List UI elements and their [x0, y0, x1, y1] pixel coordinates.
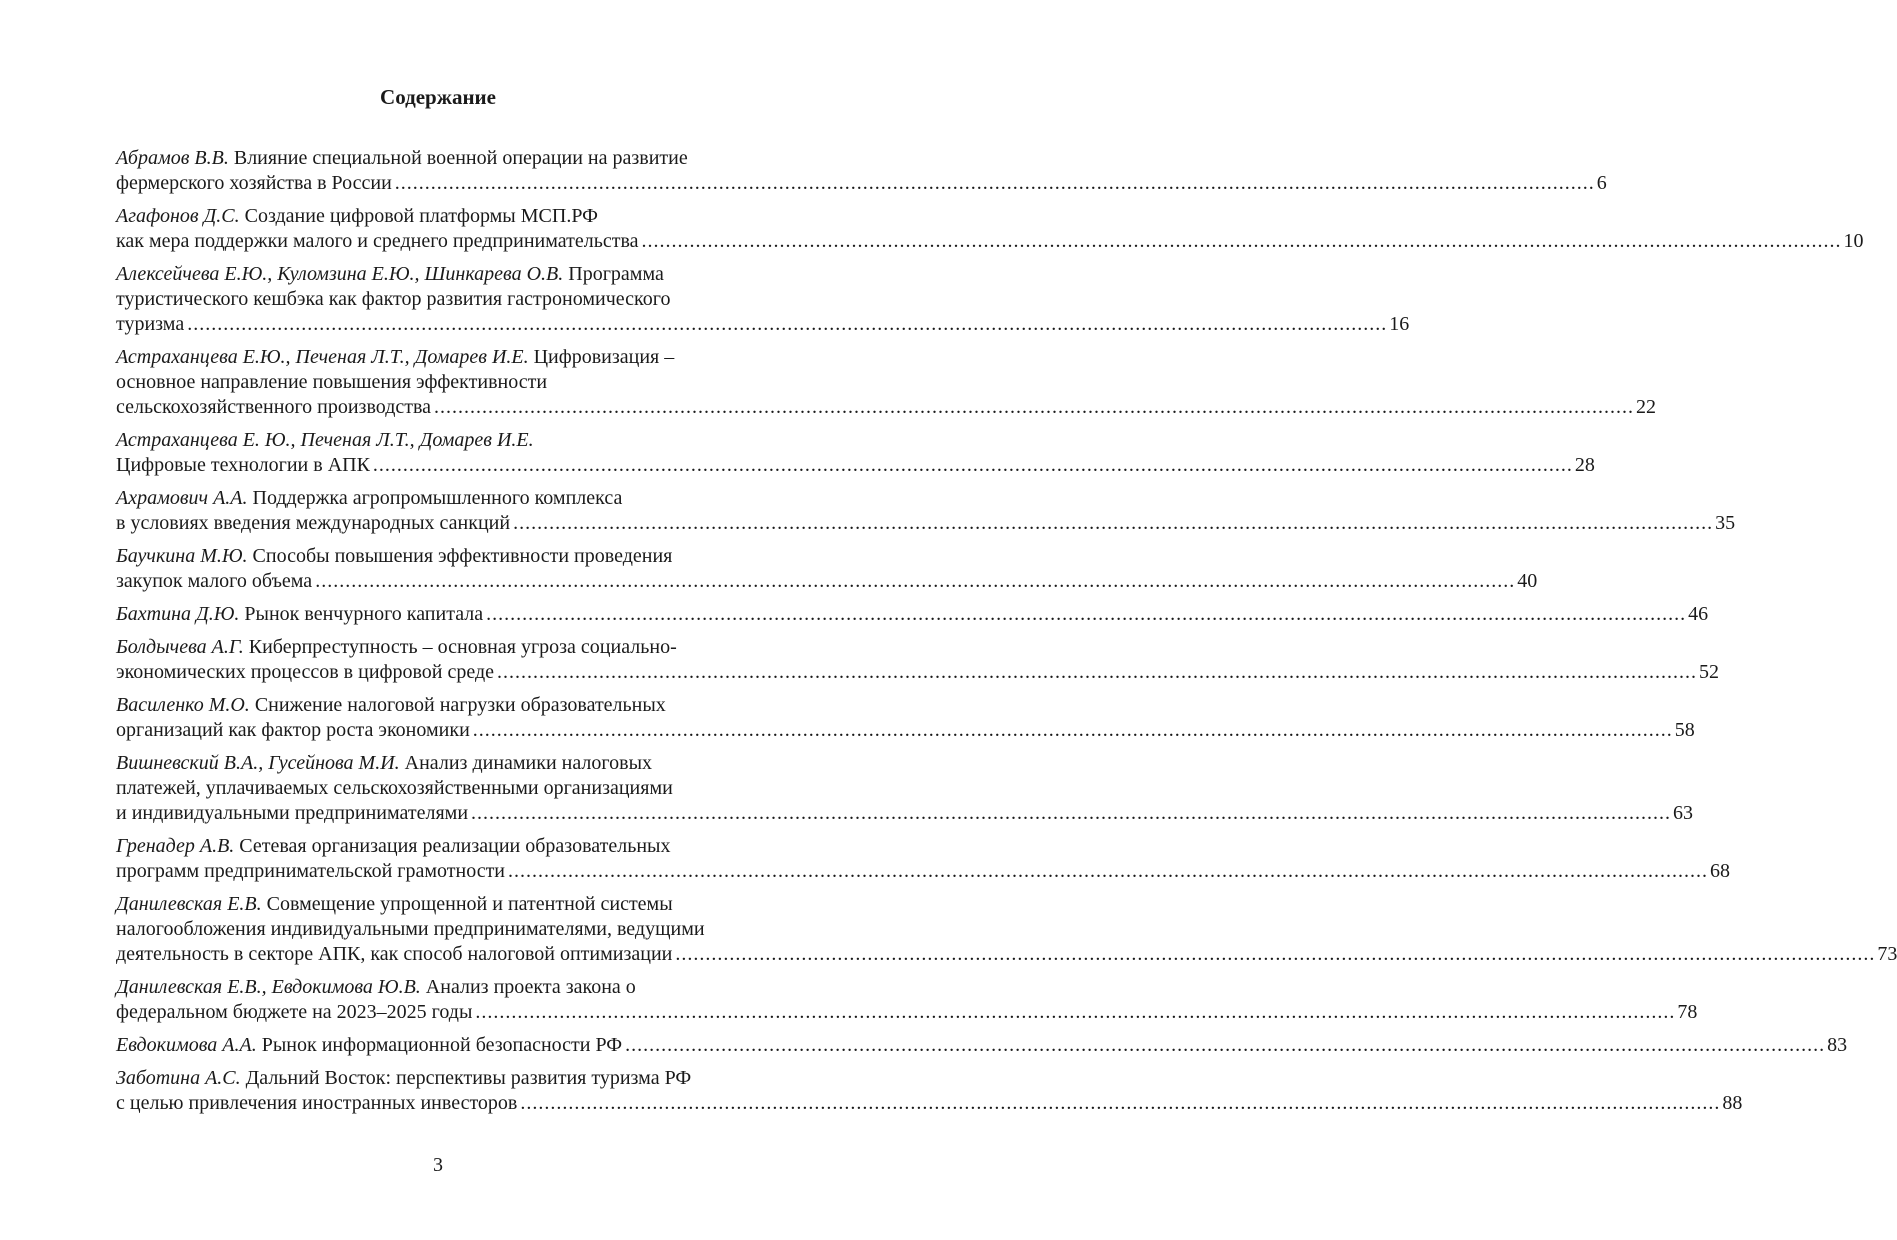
toc-entry-title: организаций как фактор роста экономики — [116, 719, 470, 741]
toc-entry-title: Сетевая организация реализации образовательных — [239, 835, 671, 857]
toc-entry-page: 10 — [1843, 230, 1864, 252]
toc-entry-text — [116, 777, 673, 799]
toc-entry-title: Цифровизация – — [533, 346, 675, 368]
toc-entry-page: 46 — [1688, 603, 1709, 625]
toc-entry-title: Поддержка агропромышленного комплекса — [252, 487, 623, 509]
toc-entry-title: и индивидуальными предпринимателями — [116, 802, 469, 824]
toc-entry-page: 28 — [1574, 454, 1595, 476]
toc-entry-text — [116, 312, 184, 337]
toc-entry-line — [116, 229, 1864, 254]
toc-entry-title: туризма — [116, 313, 185, 335]
toc-leader-dots: ........................................................................................................................................................................................................ — [508, 860, 1709, 882]
toc-entry-text — [116, 718, 470, 743]
toc-entry-line — [116, 1000, 1698, 1025]
toc-entry-page: 83 — [1827, 1034, 1848, 1056]
toc-entry-line — [116, 635, 797, 660]
toc-leader-dots: ........................................................................................................................................................................................................ — [372, 454, 1573, 476]
toc-entry-author: Данилевская Е.В., Евдокимова Ю.В. — [116, 976, 421, 998]
toc-entry-line — [116, 975, 797, 1000]
toc-entry-line — [116, 486, 797, 511]
toc-entry-text — [116, 429, 534, 451]
toc-entry-title: Влияние специальной военной операции на развитие — [233, 147, 688, 169]
toc-entry-title: федеральном бюджете на 2023–2025 годы — [116, 1001, 473, 1023]
toc-entry-title: с целью привлечения иностранных инвесторов — [116, 1092, 518, 1114]
toc-entry-text — [116, 229, 639, 254]
toc-entry-text — [116, 859, 505, 884]
toc-entry-title: Дальний Восток: перспективы развития туризма РФ — [245, 1067, 692, 1089]
toc-entry-page: 40 — [1517, 570, 1538, 592]
toc-entry-text — [116, 346, 674, 368]
toc-entry-text — [116, 545, 672, 567]
toc-entry[interactable] — [116, 693, 1695, 743]
toc-entry-author: Алексейчева Е.Ю., Куломзина Е.Ю., Шинкарева О.В. — [116, 263, 564, 285]
page-title: Содержание — [380, 85, 496, 109]
toc-entry-text — [116, 487, 622, 509]
toc-entry-line — [116, 1066, 797, 1091]
toc-entry-line — [116, 544, 797, 569]
toc-entry-title: Программа — [568, 263, 664, 285]
toc-entry-text — [116, 1033, 622, 1058]
toc-entry-line — [116, 751, 797, 776]
toc-entry-author: Гренадер А.В. — [116, 835, 235, 857]
toc-entry-title: Рынок информационной безопасности РФ — [261, 1034, 623, 1056]
toc-entry-author: Вишневский В.А., Гусейнова М.И. — [116, 752, 400, 774]
toc-entry-line — [116, 718, 1695, 743]
toc-leader-dots: ........................................................................................................................................................................................................ — [475, 1001, 1676, 1023]
toc-entry-title: платежей, уплачиваемых сельскохозяйственными организациями — [116, 777, 673, 799]
toc-entry[interactable] — [116, 1066, 1743, 1116]
toc-entry-author: Ахрамович А.А. — [116, 487, 248, 509]
toc-entry-line — [116, 569, 1538, 594]
toc-entry-line — [116, 453, 1595, 478]
toc-entry-text — [116, 171, 392, 196]
toc-entry[interactable] — [116, 428, 1595, 478]
toc-leader-dots: ........................................................................................................................................................................................................ — [187, 313, 1388, 335]
toc-entry-title: основное направление повышения эффективности — [116, 371, 548, 393]
toc-entry-line — [116, 146, 797, 171]
toc-entry-line — [116, 511, 1736, 536]
toc-leader-dots: ........................................................................................................................................................................................................ — [472, 719, 1673, 741]
toc-entry-title: Цифровые технологии в АПК — [116, 454, 370, 476]
toc-entry-text — [116, 395, 431, 420]
toc-entry-line — [116, 834, 797, 859]
toc-entry-text — [116, 371, 547, 393]
toc-entry[interactable] — [116, 834, 1731, 884]
toc-entry-line — [116, 859, 1731, 884]
toc-entry-title: Киберпреступность – основная угроза социально- — [248, 636, 677, 658]
toc-entry-author: Бахтина Д.Ю. — [116, 603, 240, 625]
toc-entry-page: 73 — [1877, 943, 1897, 965]
toc-entry-title: сельскохозяйственного производства — [116, 396, 432, 418]
toc-entry-line — [116, 602, 1709, 627]
toc-entry-author: Абрамов В.В. — [116, 147, 229, 169]
toc-entry-page: 52 — [1699, 661, 1720, 683]
toc-entry-line — [116, 1091, 1743, 1116]
toc-entry-author: Астраханцева Е.Ю., Печеная Л.Т., Домарев И.Е. — [116, 346, 529, 368]
toc-entry-line — [116, 660, 1720, 685]
toc-entry-line — [116, 892, 797, 917]
toc-entry-text — [116, 801, 468, 826]
toc-entry-author: Агафонов Д.С. — [116, 205, 240, 227]
toc-entry-title: туристического кешбэка как фактор развития гастрономического — [116, 288, 671, 310]
toc-entry-text — [116, 569, 312, 594]
toc-entry-text — [116, 1091, 517, 1116]
toc-entry-author: Василенко М.О. — [116, 694, 250, 716]
toc-entry-title: в условиях введения международных санкций — [116, 512, 511, 534]
toc-entry-text — [116, 976, 636, 998]
toc-entry-line — [116, 395, 1657, 420]
toc-entry-page: 16 — [1389, 313, 1410, 335]
toc-entry-page: 22 — [1636, 396, 1657, 418]
toc-entry-line — [116, 801, 1694, 826]
toc-entry-title: программ предпринимательской грамотности — [116, 860, 506, 882]
toc-entry-line — [116, 171, 1607, 196]
toc-entry-text — [116, 942, 672, 967]
toc-entry-author: Евдокимова А.А. — [116, 1034, 257, 1056]
toc-entry-text — [116, 511, 510, 536]
toc-entry-text — [116, 602, 483, 627]
toc-entry[interactable] — [116, 146, 1607, 196]
toc-entry-line — [116, 287, 797, 312]
toc-entry[interactable] — [116, 602, 1709, 627]
toc-entry-line — [116, 312, 1410, 337]
toc-entry-line — [116, 942, 1897, 967]
toc-entry-line — [116, 1033, 1848, 1058]
toc-leader-dots: ........................................................................................................................................................................................................ — [394, 172, 1595, 194]
toc-entry-title: как мера поддержки малого и среднего предпринимательства — [116, 230, 639, 252]
toc-entry-text — [116, 835, 670, 857]
toc-entry-line — [116, 917, 797, 942]
toc-entry-text — [116, 147, 688, 169]
toc-entry[interactable] — [116, 204, 1864, 254]
toc-entry-title: налогообложения индивидуальными предпринимателями, ведущими — [116, 918, 705, 940]
toc-leader-dots: ........................................................................................................................................................................................................ — [675, 943, 1876, 965]
page-number: 3 — [433, 1154, 443, 1176]
toc-leader-dots: ........................................................................................................................................................................................................ — [434, 396, 1635, 418]
toc-entry-line — [116, 204, 797, 229]
toc-entry-author: Болдычева А.Г. — [116, 636, 244, 658]
toc-entry-text — [116, 288, 670, 310]
toc-entry-title: Создание цифровой платформы МСП.РФ — [244, 205, 598, 227]
toc-entry-line — [116, 345, 797, 370]
toc-entry-title: Способы повышения эффективности проведения — [252, 545, 673, 567]
toc-entry-author: Заботина А.С. — [116, 1067, 241, 1089]
toc-entry-title: Рынок венчурного капитала — [244, 603, 484, 625]
toc-entry-author: Астраханцева Е. Ю., Печеная Л.Т., Домарев И.Е. — [116, 429, 534, 451]
toc-leader-dots: ........................................................................................................................................................................................................ — [641, 230, 1842, 252]
toc-entry-title: Снижение налоговой нагрузки образовательных — [254, 694, 666, 716]
toc-entry-text — [116, 918, 705, 940]
toc-entry-title: фермерского хозяйства в России — [116, 172, 392, 194]
toc-entry-page: 58 — [1674, 719, 1695, 741]
toc-entry-page: 63 — [1673, 802, 1694, 824]
toc-entry-text — [116, 660, 494, 685]
toc-entry[interactable] — [116, 345, 1657, 420]
toc-entry-page: 68 — [1710, 860, 1731, 882]
toc-entry-page: 78 — [1677, 1001, 1698, 1023]
toc-entry-text — [116, 1067, 691, 1089]
toc-entry-text — [116, 205, 598, 227]
toc-entry-page: 88 — [1722, 1092, 1743, 1114]
toc-entry-line — [116, 262, 797, 287]
toc-entry[interactable] — [116, 892, 1897, 967]
toc-entry[interactable] — [116, 635, 1720, 685]
toc-entry-author: Баучкина М.Ю. — [116, 545, 248, 567]
toc-entry-author: Данилевская Е.В. — [116, 893, 262, 915]
toc-entry-text — [116, 1000, 472, 1025]
toc-leader-dots: ........................................................................................................................................................................................................ — [513, 512, 1714, 534]
toc-entry-title: Анализ динамики налоговых — [404, 752, 652, 774]
toc-leader-dots: ........................................................................................................................................................................................................ — [497, 661, 1698, 683]
toc-entry-text — [116, 453, 370, 478]
toc-entry[interactable] — [116, 544, 1538, 594]
toc-entry-text — [116, 636, 677, 658]
toc-entry-page: 35 — [1715, 512, 1736, 534]
toc-entry-line — [116, 693, 797, 718]
table-of-contents — [116, 146, 1897, 1124]
toc-entry-page: 6 — [1596, 172, 1607, 194]
toc-entry-text — [116, 893, 673, 915]
toc-entry-text — [116, 694, 666, 716]
toc-entry[interactable] — [116, 1033, 1848, 1058]
toc-leader-dots: ........................................................................................................................................................................................................ — [471, 802, 1672, 824]
toc-entry[interactable] — [116, 975, 1698, 1025]
toc-entry-line — [116, 428, 797, 453]
toc-entry-title: Совмещение упрощенной и патентной системы — [266, 893, 673, 915]
toc-entry-text — [116, 263, 664, 285]
toc-leader-dots: ........................................................................................................................................................................................................ — [315, 570, 1516, 592]
toc-entry-title: экономических процессов в цифровой среде — [116, 661, 495, 683]
toc-entry[interactable] — [116, 262, 1410, 337]
toc-leader-dots: ........................................................................................................................................................................................................ — [520, 1092, 1721, 1114]
toc-entry[interactable] — [116, 486, 1736, 536]
toc-entry-title: деятельность в секторе АПК, как способ налоговой оптимизации — [116, 943, 673, 965]
toc-leader-dots: ........................................................................................................................................................................................................ — [486, 603, 1687, 625]
toc-leader-dots: ........................................................................................................................................................................................................ — [625, 1034, 1826, 1056]
toc-entry-line — [116, 370, 797, 395]
toc-entry[interactable] — [116, 751, 1694, 826]
toc-entry-title: закупок малого объема — [116, 570, 313, 592]
toc-entry-title: Анализ проекта закона о — [425, 976, 636, 998]
toc-entry-line — [116, 776, 797, 801]
toc-entry-text — [116, 752, 652, 774]
